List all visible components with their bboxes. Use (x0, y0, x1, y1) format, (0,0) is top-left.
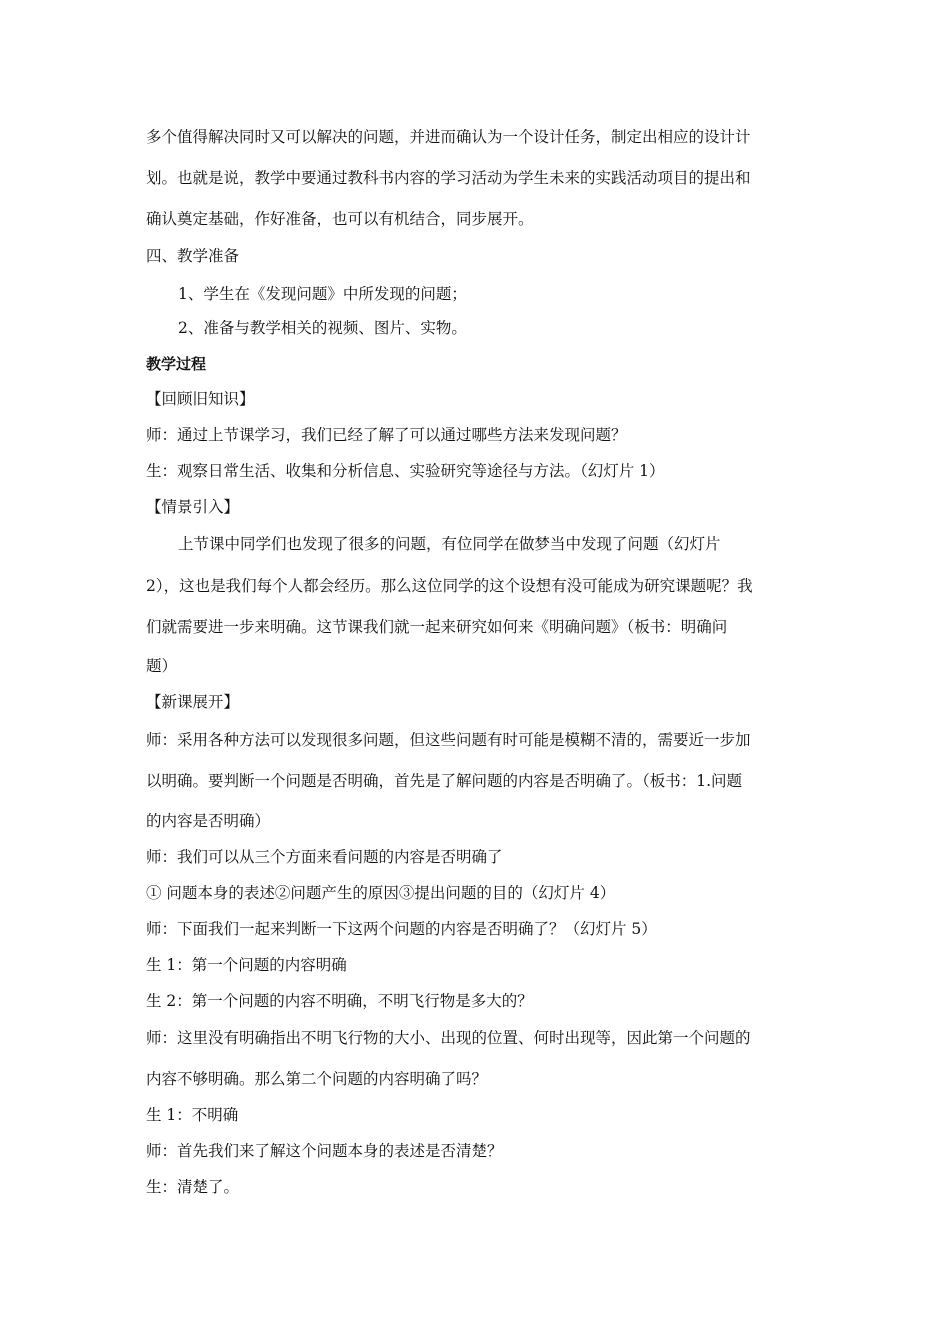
dialogue-line: 师：下面我们一起来判断一下这两个问题的内容是否明确了？（幻灯片 5） (146, 920, 657, 938)
list-item: 2、准备与教学相关的视频、图片、实物。 (178, 319, 467, 337)
dialogue-line: 生 2：第一个问题的内容不明确，不明飞行物是多大的？ (146, 992, 533, 1010)
dialogue-line: 生：观察日常生活、收集和分析信息、实验研究等途径与方法。（幻灯片 1） (146, 462, 665, 480)
paragraph-line: 上节课中同学们也发现了很多的问题，有位同学在做梦当中发现了问题（幻灯片 (178, 535, 721, 553)
dialogue-line: 师：首先我们来了解这个问题本身的表述是否清楚？ (146, 1142, 503, 1160)
paragraph-line: 题） (146, 657, 178, 675)
dialogue-line: 生 1：不明确 (146, 1106, 239, 1124)
dialogue-line: ① 问题本身的表述②问题产生的原因③提出问题的目的（幻灯片 4） (146, 884, 616, 902)
subsection-heading: 【新课展开】 (146, 693, 240, 711)
subsection-heading: 【情景引入】 (146, 498, 240, 516)
dialogue-line: 的内容是否明确） (146, 812, 271, 830)
dialogue-line: 师：我们可以从三个方面来看问题的内容是否明确了 (146, 848, 503, 866)
paragraph-line: 2），这也是我们每个人都会经历。那么这位同学的这个设想有没可能成为研究课题呢？我 (146, 577, 753, 595)
dialogue-line: 师：这里没有明确指出不明飞行物的大小、出现的位置、何时出现等，因此第一个问题的 (146, 1029, 751, 1047)
dialogue-line: 师：采用各种方法可以发现很多问题，但这些问题有时可能是模糊不清的，需要近一步加 (146, 731, 751, 749)
dialogue-line: 生：清楚了。 (146, 1178, 240, 1196)
dialogue-line: 师：通过上节课学习，我们已经了解了可以通过哪些方法来发现问题？ (146, 426, 627, 444)
paragraph-line: 确认奠定基础，作好准备，也可以有机结合，同步展开。 (146, 210, 534, 228)
paragraph-line: 多个值得解决同时又可以解决的问题，并进而确认为一个设计任务，制定出相应的设计计 (146, 128, 751, 146)
dialogue-line: 以明确。要判断一个问题是否明确，首先是了解问题的内容是否明确了。（板书：1.问题 (146, 772, 743, 790)
paragraph-line: 们就需要进一步来明确。这节课我们就一起来研究如何来《明确问题》（板书：明确问 (146, 618, 728, 636)
section-heading: 四、教学准备 (146, 247, 240, 265)
section-title: 教学过程 (146, 355, 207, 373)
dialogue-line: 生 1：第一个问题的内容明确 (146, 956, 347, 974)
list-item: 1、学生在《发现问题》中所发现的问题； (178, 285, 467, 303)
subsection-heading: 【回顾旧知识】 (146, 390, 255, 408)
dialogue-line: 内容不够明确。那么第二个问题的内容明确了吗？ (146, 1070, 488, 1088)
paragraph-line: 划。也就是说，教学中要通过教科书内容的学习活动为学生未来的实践活动项目的提出和 (146, 169, 751, 187)
